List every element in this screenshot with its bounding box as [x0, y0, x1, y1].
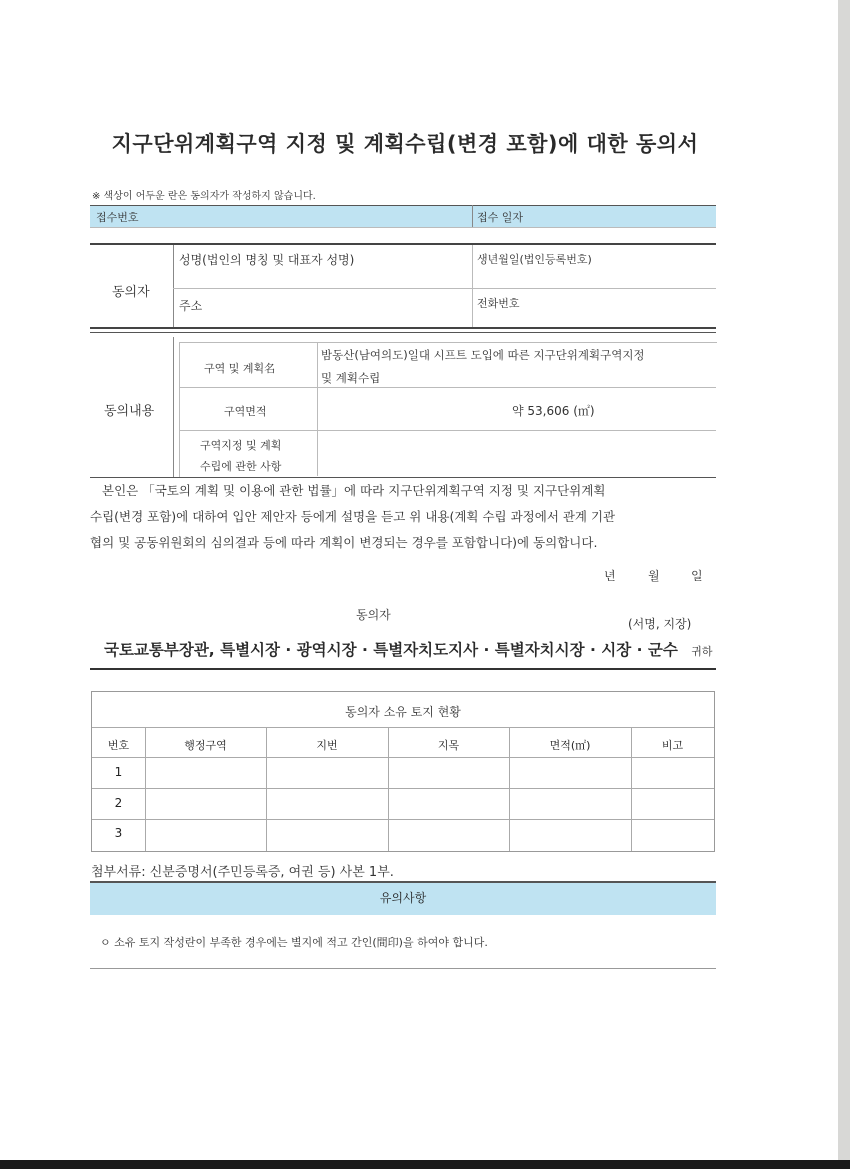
consent-statement: [90, 478, 715, 556]
name-field[interactable]: 성명(법인의 명칭 및 대표자 성명): [179, 253, 355, 267]
header-admin-district: 행정구역: [184, 739, 227, 752]
content-section-label: 동의내용: [104, 404, 155, 419]
header-land-category: 지목: [437, 739, 460, 752]
header-area: 면적(㎡): [549, 739, 591, 752]
date-month: 월: [648, 569, 660, 583]
phone-field[interactable]: 전화번호: [477, 297, 520, 310]
recipient-text: 국토교통부장관, 특별시장 · 광역시장 · 특별자치도지사 · 특별자치시장 · 시장 · 군수: [104, 641, 678, 659]
zone-name-value-line1: 밤동산(남여의도)일대 시프트 도입에 따른 지구단위계획구역지정: [321, 348, 645, 362]
table-row-1-number: 1: [114, 765, 123, 779]
date-day: 일: [691, 569, 703, 583]
notice-item: ㅇ 소유 토지 작성란이 부족한 경우에는 별지에 적고 간인(間印)을 하여야 합니다.: [100, 936, 488, 949]
matters-label-line2: 수립에 관한 사항: [200, 460, 282, 473]
land-table-title: 동의자 소유 토지 현황: [345, 705, 461, 719]
notice-title: 유의사항: [379, 891, 427, 905]
scan-right-edge: [838, 0, 850, 1169]
shading-note: ※ 색상이 어두운 란은 동의자가 작성하지 않습니다.: [92, 191, 316, 202]
statement-line3: 협의 및 공동위원회의 심의결과 등에 따라 계획이 변경되는 경우를 포함합니다)에 동의합니다.: [90, 535, 598, 550]
table-row-2-number: 2: [114, 796, 123, 810]
receipt-date-label: 접수 일자: [477, 211, 524, 224]
scan-bottom-edge: [0, 1160, 850, 1169]
attachment-note: 첨부서류: 신분증명서(주민등록증, 여권 등) 사본 1부.: [91, 865, 394, 880]
matters-label-line1: 구역지정 및 계획: [200, 439, 282, 452]
signature-mark-label: (서명, 지장): [628, 617, 692, 631]
header-remarks: 비고: [661, 739, 684, 752]
recipient-line: [104, 638, 713, 660]
zone-name-label: 구역 및 계획名: [204, 362, 276, 375]
birth-field[interactable]: 생년월일(법인등록번호): [477, 253, 592, 266]
receipt-row: [90, 205, 716, 228]
statement-line2: 수립(변경 포함)에 대하여 입안 제안자 등에게 설명을 듣고 위 내용(계획 수립 과정에서 관계 기관: [90, 509, 616, 524]
date-year: 년: [604, 569, 616, 583]
receipt-number-label: 접수번호: [96, 211, 139, 224]
statement-line1: 본인은 「국토의 계획 및 이용에 관한 법률」에 따라 지구단위계획구역 지정 및 지구단위계획: [102, 483, 606, 498]
zone-name-value-line2: 및 계획수립: [321, 371, 381, 385]
document-title: 지구단위계획구역 지정 및 계획수립(변경 포함)에 대한 동의서: [111, 132, 699, 156]
header-number: 번호: [107, 739, 130, 752]
recipient-suffix: 귀하: [691, 645, 713, 658]
table-row-3-number: 3: [114, 826, 123, 840]
land-table: [91, 691, 715, 852]
area-label: 구역면적: [224, 405, 267, 418]
header-lot-number: 지번: [316, 739, 338, 752]
area-value: 약 53,606 (㎡): [512, 404, 595, 418]
address-field[interactable]: 주소: [179, 299, 203, 313]
consenter-section-label: 동의자: [112, 285, 150, 300]
signature-consenter-label: 동의자: [356, 608, 391, 622]
